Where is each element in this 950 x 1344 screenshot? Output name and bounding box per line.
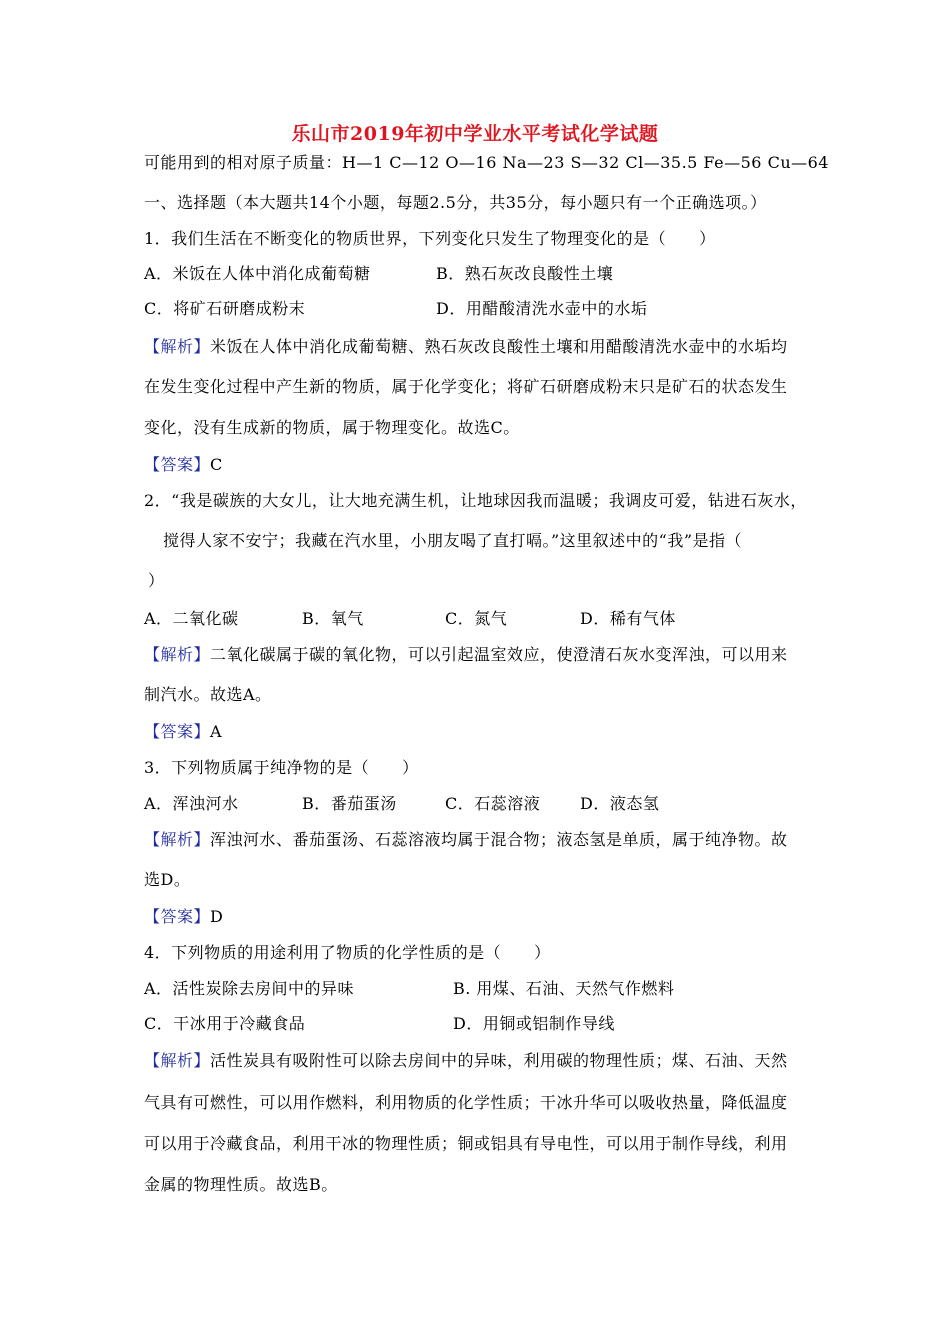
q1-answer-line <box>144 455 223 475</box>
q3-options-row <box>144 794 659 814</box>
q2-analysis-line-2: 制汽水。故选A。 <box>144 685 272 704</box>
atomic-masses-line: 可能用到的相对原子质量：H—1 C—12 O—16 Na—23 S—32 Cl—35.5 Fe—56 Cu—64 <box>144 153 829 172</box>
answer-tag: 【答案】 <box>144 722 211 741</box>
q2-option-a: A．二氧化碳 <box>144 609 239 628</box>
q4-analysis-line-3: 可以用于冷藏食品，利用干冰的物理性质；铜或铝具有导电性，可以用于制作导线，利用 <box>144 1134 788 1153</box>
q3-option-d: D．液态氢 <box>580 794 660 813</box>
answer-tag: 【答案】 <box>144 455 211 474</box>
q2-analysis-line-1 <box>144 645 788 665</box>
q3-analysis-text-1: 浑浊河水、番茄蛋汤、石蕊溶液均属于混合物；液态氢是单质，属于纯净物。故 <box>210 830 788 849</box>
q4-option-b: B. 用煤、石油、天然气作燃料 <box>453 979 675 998</box>
q4-options-row-1 <box>144 979 674 999</box>
q3-stem: 3．下列物质属于纯净物的是（ ） <box>144 758 419 777</box>
analysis-tag: 【解析】 <box>144 830 211 849</box>
q4-option-c: C．干冰用于冷藏食品 <box>144 1014 306 1033</box>
q2-answer: A <box>210 722 223 741</box>
q1-answer: C <box>210 455 223 474</box>
analysis-tag: 【解析】 <box>144 1051 211 1070</box>
q1-analysis-text-1: 米饭在人体中消化成葡萄糖、熟石灰改良酸性土壤和用醋酸清洗水壶中的水垢均 <box>210 337 788 356</box>
q1-stem: 1．我们生活在不断变化的物质世界，下列变化只发生了物理变化的是（ ） <box>144 229 716 248</box>
q1-options-row-1 <box>144 264 613 284</box>
q1-option-c: C．将矿石研磨成粉末 <box>144 299 306 318</box>
q4-analysis-line-4: 金属的物理性质。故选B。 <box>144 1175 338 1194</box>
page-title: 乐山市2019年初中学业水平考试化学试题 <box>291 123 659 145</box>
q4-option-a: A．活性炭除去房间中的异味 <box>144 979 355 998</box>
q1-analysis-line-1 <box>144 337 788 357</box>
q3-option-a: A．浑浊河水 <box>144 794 239 813</box>
section-header: 一、选择题（本大题共14个小题，每题2.5分，共35分，每小题只有一个正确选项。） <box>144 193 767 212</box>
q2-option-b: B．氧气 <box>302 609 364 628</box>
q4-options-row-2 <box>144 1014 615 1034</box>
q3-analysis-line-1 <box>144 830 788 850</box>
q2-stem-line-3: ） <box>148 571 165 590</box>
q2-option-d: D．稀有气体 <box>580 609 676 628</box>
q2-stem-line-2: 搅得人家不安宁；我藏在汽水里，小朋友喝了直打嗝。”这里叙述中的“我”是指（ <box>163 531 743 550</box>
q1-analysis-line-3: 变化，没有生成新的物质，属于物理变化。故选C。 <box>144 418 520 437</box>
q4-analysis-text-1: 活性炭具有吸附性可以除去房间中的异味，利用碳的物理性质；煤、石油、天然 <box>210 1051 788 1070</box>
answer-tag: 【答案】 <box>144 907 211 926</box>
q2-options-row <box>144 609 676 629</box>
q3-answer-line <box>144 907 223 927</box>
q4-analysis-line-2: 气具有可燃性，可以用作燃料，利用物质的化学性质；干冰升华可以吸收热量，降低温度 <box>144 1093 788 1112</box>
q1-option-d: D．用醋酸清洗水壶中的水垢 <box>436 299 648 318</box>
analysis-tag: 【解析】 <box>144 337 211 356</box>
q2-stem-line-1: 2．“我是碳族的大女儿，让大地充满生机，让地球因我而温暖；我调皮可爱，钻进石灰水， <box>144 491 807 510</box>
q2-answer-line <box>144 722 222 742</box>
q1-options-row-2 <box>144 299 647 319</box>
analysis-tag: 【解析】 <box>144 645 211 664</box>
q3-option-c: C．石蕊溶液 <box>445 794 541 813</box>
q1-option-b: B．熟石灰改良酸性土壤 <box>436 264 614 283</box>
q3-answer: D <box>210 907 224 926</box>
q3-analysis-line-2: 选D。 <box>144 870 191 889</box>
q4-analysis-line-1 <box>144 1051 788 1071</box>
q3-option-b: B．番茄蛋汤 <box>302 794 397 813</box>
q4-stem: 4．下列物质的用途利用了物质的化学性质的是（ ） <box>144 943 551 962</box>
q2-analysis-text-1: 二氧化碳属于碳的氧化物，可以引起温室效应，使澄清石灰水变浑浊，可以用来 <box>210 645 788 664</box>
q1-option-a: A．米饭在人体中消化成葡萄糖 <box>144 264 371 283</box>
q1-analysis-line-2: 在发生变化过程中产生新的物质，属于化学变化；将矿石研磨成粉末只是矿石的状态发生 <box>144 377 788 396</box>
q4-option-d: D．用铜或铝制作导线 <box>453 1014 615 1033</box>
q2-option-c: C．氮气 <box>445 609 508 628</box>
